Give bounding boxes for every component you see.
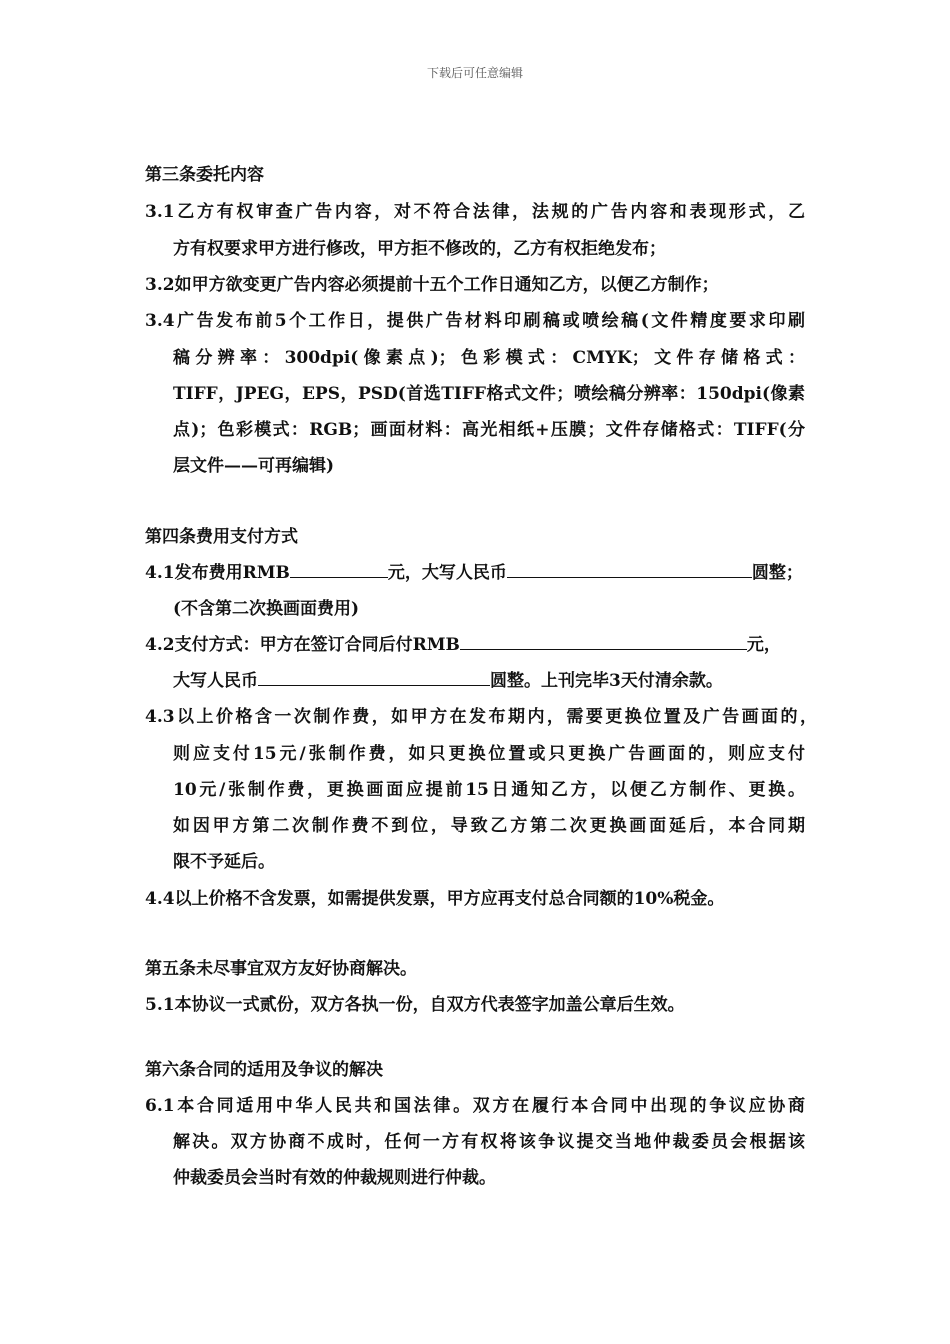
clause-3-2: 3.2如甲方欲变更广告内容必须提前十五个工作日通知乙方，以便乙方制作； (145, 275, 719, 295)
clause-4-1-line-1 (145, 558, 803, 583)
clause-4-1-suffix: 圆整； (751, 563, 803, 583)
clause-3-4-line-1: 3.4广告发布前5个工作日，提供广告材料印刷稿或喷绘稿(文件精度要求印刷 (145, 311, 805, 331)
section-4-title: 第四条费用支付方式 (145, 527, 298, 547)
clause-4-2-line-2 (173, 666, 723, 691)
clause-4-2-words-label: 大写人民币 (173, 671, 258, 691)
amount-words-blank-field[interactable] (507, 562, 752, 578)
clause-5-1: 5.1本协议一式贰份，双方各执一份，自双方代表签字加盖公章后生效。 (145, 995, 685, 1015)
clause-3-4-line-2: 稿分辨率：300dpi(像素点)；色彩模式：CMYK；文件存储格式： (173, 348, 805, 368)
clause-3-4-line-3: TIFF，JPEG，EPS，PSD(首选TIFF格式文件；喷绘稿分辨率：150dpi(像素 (173, 384, 805, 404)
payment-amount-blank-field[interactable] (460, 634, 747, 650)
amount-blank-field[interactable] (290, 562, 388, 578)
clause-4-3-line-2: 则应支付15元/张制作费，如只更换位置或只更换广告画面的，则应支付 (173, 744, 805, 764)
clause-4-3-line-1: 4.3以上价格含一次制作费，如甲方在发布期内，需要更换位置及广告画面的， (145, 707, 817, 727)
page-header-watermark: 下载后可任意编辑 (426, 66, 523, 80)
clause-4-2-label: 4.2支付方式：甲方在签订合同后付RMB (145, 635, 460, 655)
clause-4-3-line-5: 限不予延后。 (173, 852, 275, 872)
section-5-title: 第五条未尽事宜双方友好协商解决。 (145, 959, 417, 979)
clause-3-1-line-2: 方有权要求甲方进行修改，甲方拒不修改的，乙方有权拒绝发布； (173, 239, 666, 259)
section-6-title: 第六条合同的适用及争议的解决 (145, 1060, 383, 1080)
clause-3-1-line-1: 3.1乙方有权审查广告内容，对不符合法律，法规的广告内容和表现形式，乙 (145, 202, 805, 222)
clause-4-1-line-2: (不含第二次换画面费用) (173, 599, 360, 619)
clause-6-1-line-2: 解决。双方协商不成时，任何一方有权将该争议提交当地仲裁委员会根据该 (173, 1132, 805, 1152)
section-3-title: 第三条委托内容 (145, 165, 264, 185)
clause-4-3-line-3: 10元/张制作费，更换画面应提前15日通知乙方，以便乙方制作、更换。 (173, 780, 805, 800)
clause-4-2-suffix: 元， (746, 635, 781, 655)
clause-4-1-amount-label: 4.1发布费用RMB (145, 563, 290, 583)
clause-3-4-line-4: 点)；色彩模式：RGB；画面材料：高光相纸+压膜；文件存储格式：TIFF(分 (173, 420, 805, 440)
clause-6-1-line-3: 仲裁委员会当时有效的仲裁规则进行仲裁。 (173, 1168, 496, 1188)
clause-4-2-line-1 (145, 630, 781, 655)
clause-4-4: 4.4以上价格不含发票，如需提供发票，甲方应再支付总合同额的10%税金。 (145, 889, 725, 909)
clause-4-2-words-suffix: 圆整。上刊完毕3天付清余款。 (490, 671, 723, 691)
payment-words-blank-field[interactable] (258, 670, 490, 686)
clause-4-3-line-4: 如因甲方第二次制作费不到位，导致乙方第二次更换画面延后，本合同期 (173, 816, 805, 836)
clause-4-1-words-label: 元，大写人民币 (387, 563, 507, 583)
clause-3-4-line-5: 层文件——可再编辑) (173, 456, 335, 476)
clause-6-1-line-1: 6.1本合同适用中华人民共和国法律。双方在履行本合同中出现的争议应协商 (145, 1096, 805, 1116)
